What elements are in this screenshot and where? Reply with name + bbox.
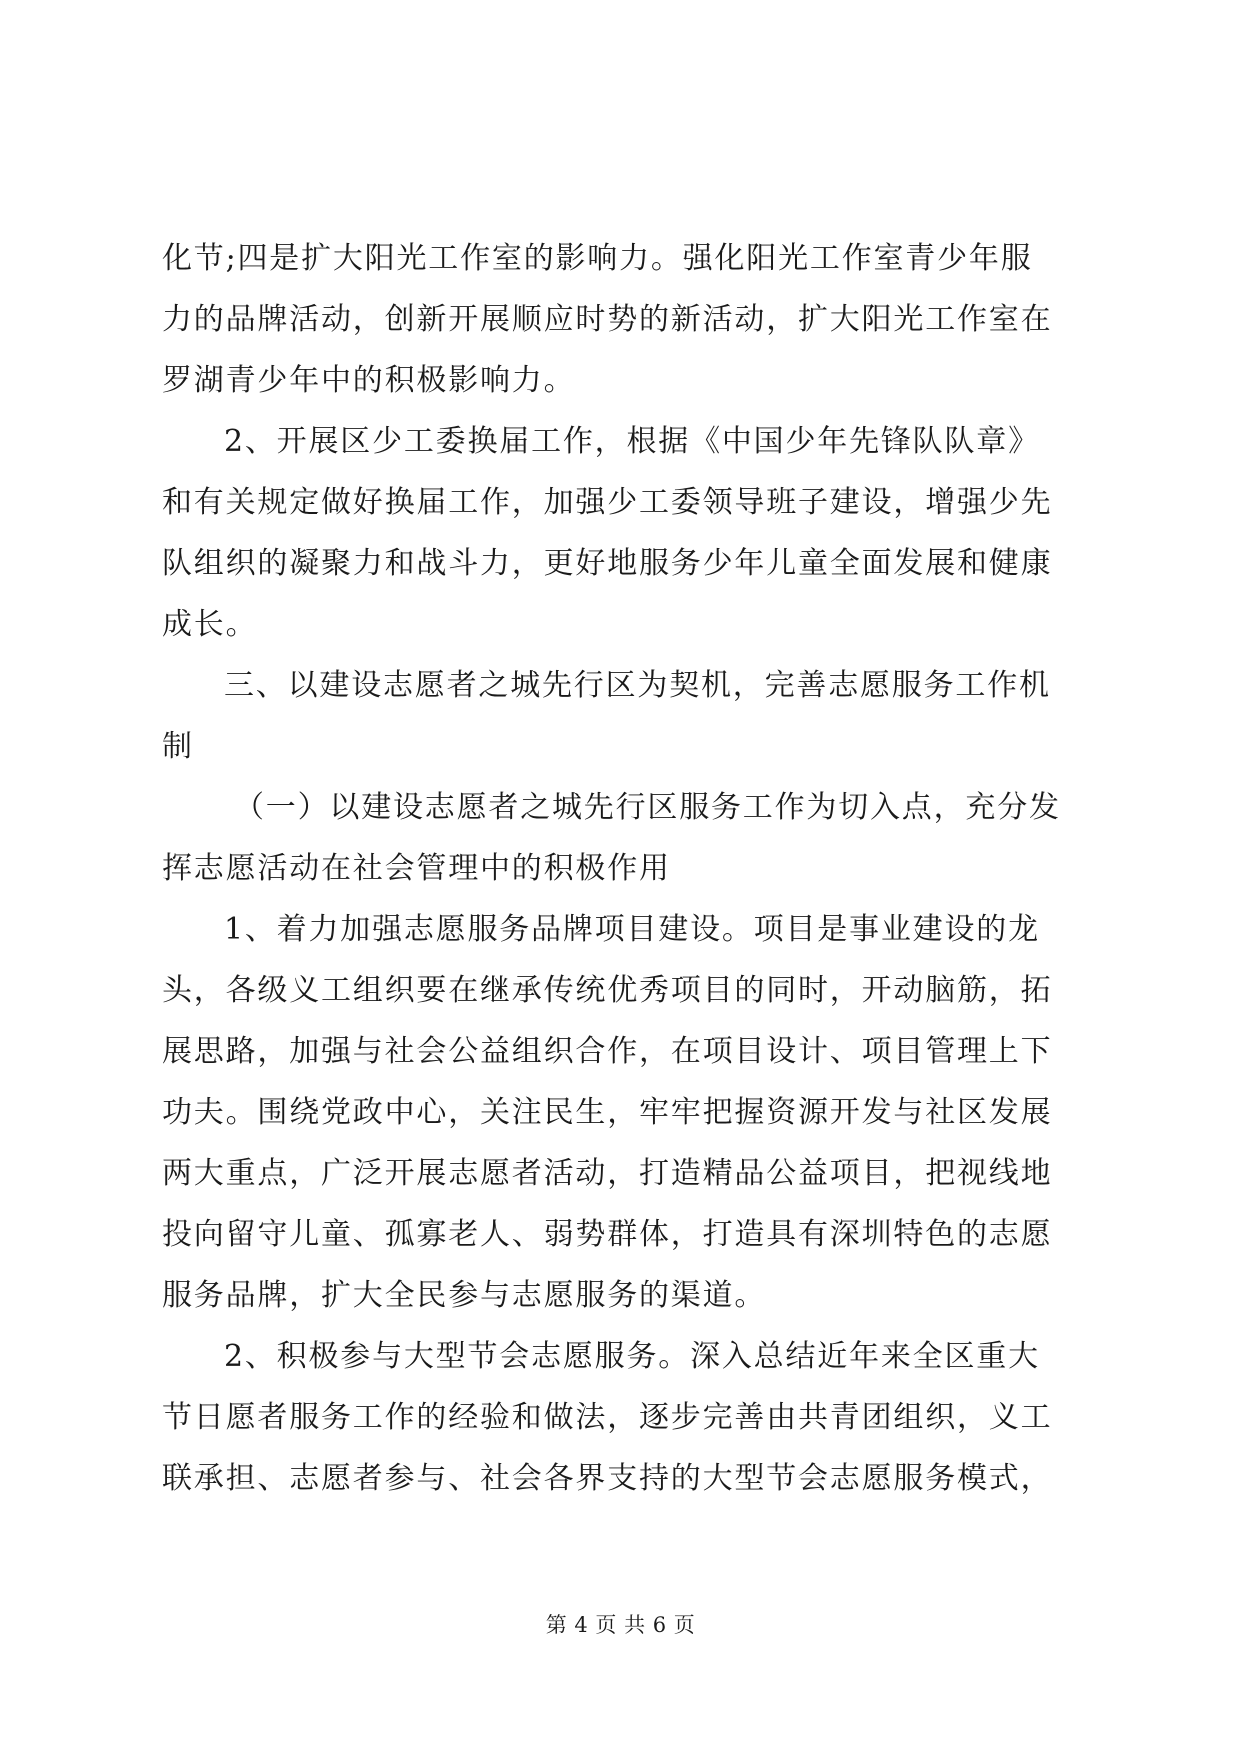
text-line: 功夫。围绕党政中心，关注民生，牢牢把握资源开发与社区发展 [162, 1095, 1053, 1130]
text-line: 头，各级义工组织要在继承传统优秀项目的同时，开动脑筋，拓 [162, 973, 1053, 1008]
text-line: 2、积极参与大型节会志愿服务。深入总结近年来全区重大 [224, 1339, 1040, 1374]
text-line: 节日愿者服务工作的经验和做法，逐步完善由共青团组织，义工 [162, 1400, 1053, 1435]
text-line: 队组织的凝聚力和战斗力，更好地服务少年儿童全面发展和健康 [162, 546, 1053, 581]
text-line: 1、着力加强志愿服务品牌项目建设。项目是事业建设的龙 [224, 912, 1040, 947]
text-line: 罗湖青少年中的积极影响力。 [162, 363, 576, 398]
text-line: 服务品牌，扩大全民参与志愿服务的渠道。 [162, 1278, 767, 1313]
text-line: 三、以建设志愿者之城先行区为契机，完善志愿服务工作机 [224, 668, 1051, 703]
text-line: 2、开展区少工委换届工作，根据《中国少年先锋队队章》 [224, 424, 1040, 459]
text-line: 挥志愿活动在社会管理中的积极作用 [162, 851, 671, 886]
text-line: （一）以建设志愿者之城先行区服务工作为切入点，充分发 [234, 790, 1061, 825]
page-footer: 第 4 页 共 6 页 [545, 1613, 696, 1637]
text-line: 投向留守儿童、孤寡老人、弱势群体，打造具有深圳特色的志愿 [162, 1217, 1053, 1252]
text-line: 和有关规定做好换届工作，加强少工委领导班子建设，增强少先 [162, 485, 1053, 520]
document-body [162, 228, 1082, 1509]
text-line: 制 [162, 729, 194, 764]
text-line: 成长。 [162, 607, 258, 642]
text-line: 联承担、志愿者参与、社会各界支持的大型节会志愿服务模式， [162, 1461, 1053, 1496]
text-line: 两大重点，广泛开展志愿者活动，打造精品公益项目，把视线地 [162, 1156, 1053, 1191]
text-line: 展思路，加强与社会公益组织合作，在项目设计、项目管理上下 [162, 1034, 1053, 1069]
text-line: 化节;四是扩大阳光工作室的影响力。强化阳光工作室青少年服 [162, 241, 1033, 276]
text-line: 力的品牌活动，创新开展顺应时势的新活动，扩大阳光工作室在 [162, 302, 1053, 337]
